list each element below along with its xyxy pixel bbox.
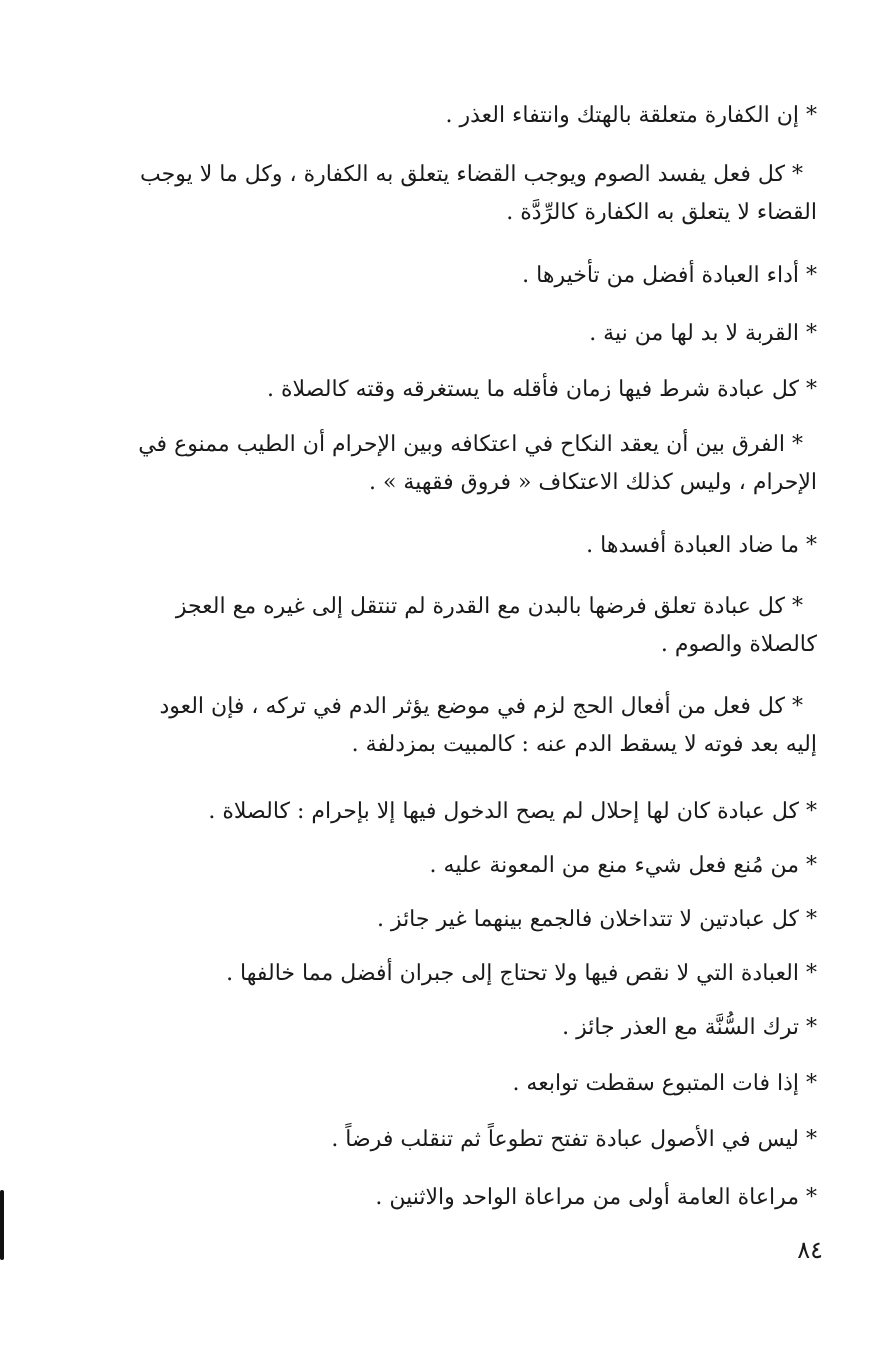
rule-line: * القربة لا بد لها من نية . [589, 321, 817, 346]
scan-edge-mark [0, 1190, 4, 1260]
rule-line: * كل عبادة كان لها إحلال لم يصح الدخول فيها إلا بإحرام : كالصلاة . [208, 799, 817, 824]
rule-line: كالصلاة والصوم . [660, 632, 817, 657]
rule-line: * من مُنع فعل شيء منع من المعونة عليه . [429, 853, 817, 878]
rule-line: * مراعاة العامة أولى من مراعاة الواحد والاثنين . [375, 1185, 817, 1210]
rule-item-13 [226, 956, 817, 992]
rule-line: * أداء العبادة أفضل من تأخيرها . [522, 263, 817, 288]
rule-line: * كل عبادتين لا تتداخلان فالجمع بينهما غير جائز . [376, 907, 817, 932]
rule-item-12 [377, 902, 817, 938]
page-number: ٨٤ [797, 1236, 823, 1264]
rule-line: * ليس في الأصول عبادة تفتح تطوعاً ثم تنقلب فرضاً . [331, 1127, 817, 1152]
rule-item-6 [80, 426, 817, 502]
rule-line: * إذا فات المتبوع سقطت توابعه . [512, 1071, 817, 1096]
rule-line: القضاء لا يتعلق به الكفارة كالرِّدَّة . [506, 200, 817, 225]
rule-item-9 [80, 688, 817, 764]
rule-item-5 [267, 372, 817, 408]
rule-item-15 [512, 1066, 817, 1102]
rule-line: * ما ضاد العبادة أفسدها . [586, 533, 817, 558]
rule-line: * إن الكفارة متعلقة بالهتك وانتفاء العذر . [445, 103, 817, 128]
rule-item-7 [586, 528, 817, 564]
rule-line: الإحرام ، وليس كذلك الاعتكاف « فروق فقهية » . [368, 470, 817, 495]
rule-line: * الفرق بين أن يعقد النكاح في اعتكافه وبين الإحرام أن الطيب ممنوع في [138, 432, 803, 457]
rule-item-17 [375, 1180, 817, 1216]
rule-line: * كل عبادة شرط فيها زمان فأقله ما يستغرقه وقته كالصلاة . [267, 377, 817, 402]
rule-item-11 [430, 848, 817, 884]
rule-item-10 [208, 794, 817, 830]
rule-item-4 [589, 316, 817, 352]
rule-item-1 [445, 98, 817, 134]
rule-line: * كل فعل يفسد الصوم ويوجب القضاء يتعلق به الكفارة ، وكل ما لا يوجب [140, 162, 803, 187]
rule-item-14 [562, 1010, 817, 1046]
rule-item-16 [331, 1122, 817, 1158]
rule-item-2 [80, 156, 817, 232]
rule-item-3 [522, 258, 817, 294]
rule-line: إليه بعد فوته لا يسقط الدم عنه : كالمبيت بمزدلفة . [351, 732, 817, 757]
rule-line: * ترك السُّنَّة مع العذر جائز . [562, 1015, 817, 1040]
rule-line: * كل عبادة تعلق فرضها بالبدن مع القدرة لم تنتقل إلى غيره مع العجز [175, 594, 803, 619]
rule-line: * العبادة التي لا نقص فيها ولا تحتاج إلى جبران أفضل مما خالفها . [226, 961, 817, 986]
rule-line: * كل فعل من أفعال الحج لزم في موضع يؤثر الدم في تركه ، فإن العود [159, 694, 803, 719]
rule-item-8 [80, 588, 817, 664]
